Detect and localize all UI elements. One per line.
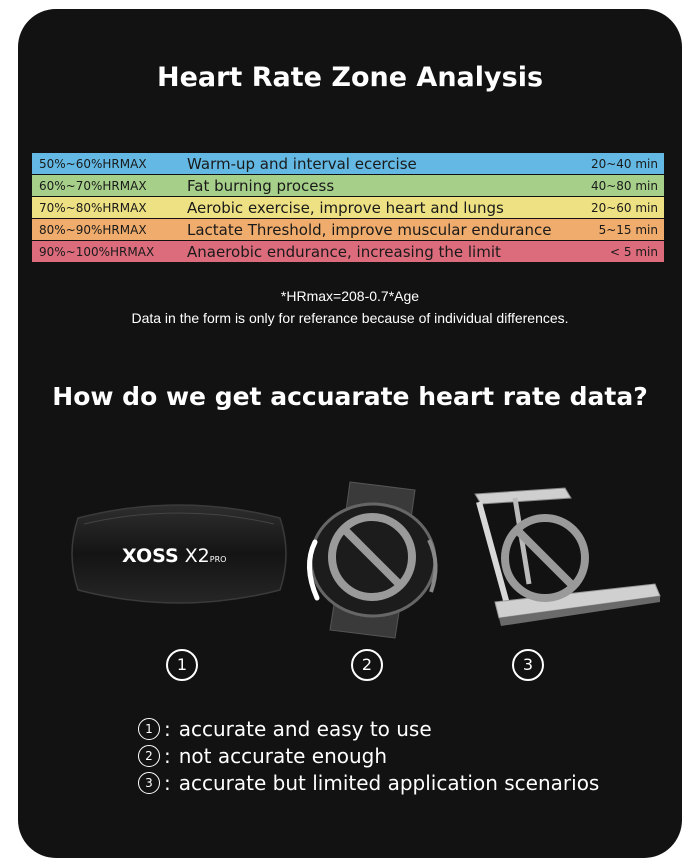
model-suffix: PRO — [209, 555, 227, 564]
brand-name: XOSS — [122, 545, 179, 567]
zone-range: 50%~60%HRMAX — [39, 156, 147, 171]
zone-range: 70%~80%HRMAX — [39, 200, 147, 215]
legend-text: accurate but limited application scenarios — [178, 770, 600, 795]
hrmax-formula: *HRmax=208-0.7*Age — [280, 288, 420, 304]
question-heading: How do we get accuarate heart rate data? — [52, 382, 648, 411]
zone-description: Aerobic exercise, improve heart and lungs — [187, 198, 504, 217]
legend-number: 2 — [138, 745, 160, 767]
zone-duration: 20~60 min — [590, 200, 658, 215]
number-badge-1: 1 — [166, 649, 198, 681]
legend-item: 1 : accurate and easy to use — [138, 715, 599, 742]
zone-row — [32, 153, 664, 174]
zone-duration: < 5 min — [610, 244, 658, 259]
page-title: Heart Rate Zone Analysis — [156, 62, 544, 93]
zone-duration: 20~40 min — [590, 156, 658, 171]
legend-item: 2 : not accurate enough — [138, 742, 599, 769]
zone-range: 80%~90%HRMAX — [39, 222, 147, 237]
zone-row — [32, 241, 664, 262]
zone-description: Lactate Threshold, improve muscular endurance — [187, 220, 552, 239]
zone-row — [32, 219, 664, 240]
model-name: X2 — [184, 545, 210, 567]
disclaimer: Data in the form is only for referance because of individual differences. — [131, 310, 569, 326]
zone-description: Warm-up and interval ecercise — [187, 154, 417, 173]
zone-duration: 40~80 min — [590, 178, 658, 193]
zone-table — [32, 153, 664, 263]
treadmill-icon — [455, 484, 665, 644]
legend-item: 3 : accurate but limited application scenarios — [138, 769, 599, 796]
legend — [138, 715, 599, 796]
legend-number: 3 — [138, 772, 160, 794]
zone-range: 60%~70%HRMAX — [39, 178, 147, 193]
smartwatch-icon — [295, 480, 445, 640]
zone-row — [32, 175, 664, 196]
zone-range: 90%~100%HRMAX — [39, 244, 155, 259]
zone-row — [32, 197, 664, 218]
legend-text: not accurate enough — [178, 743, 388, 768]
number-badge-2: 2 — [351, 649, 383, 681]
zone-duration: 5~15 min — [598, 222, 658, 237]
chest-strap-monitor-icon — [68, 498, 290, 610]
legend-text: accurate and easy to use — [178, 716, 432, 741]
number-badge-3: 3 — [512, 649, 544, 681]
zone-description: Anaerobic endurance, increasing the limit — [187, 242, 501, 261]
legend-number: 1 — [138, 718, 160, 740]
zone-description: Fat burning process — [187, 176, 335, 195]
